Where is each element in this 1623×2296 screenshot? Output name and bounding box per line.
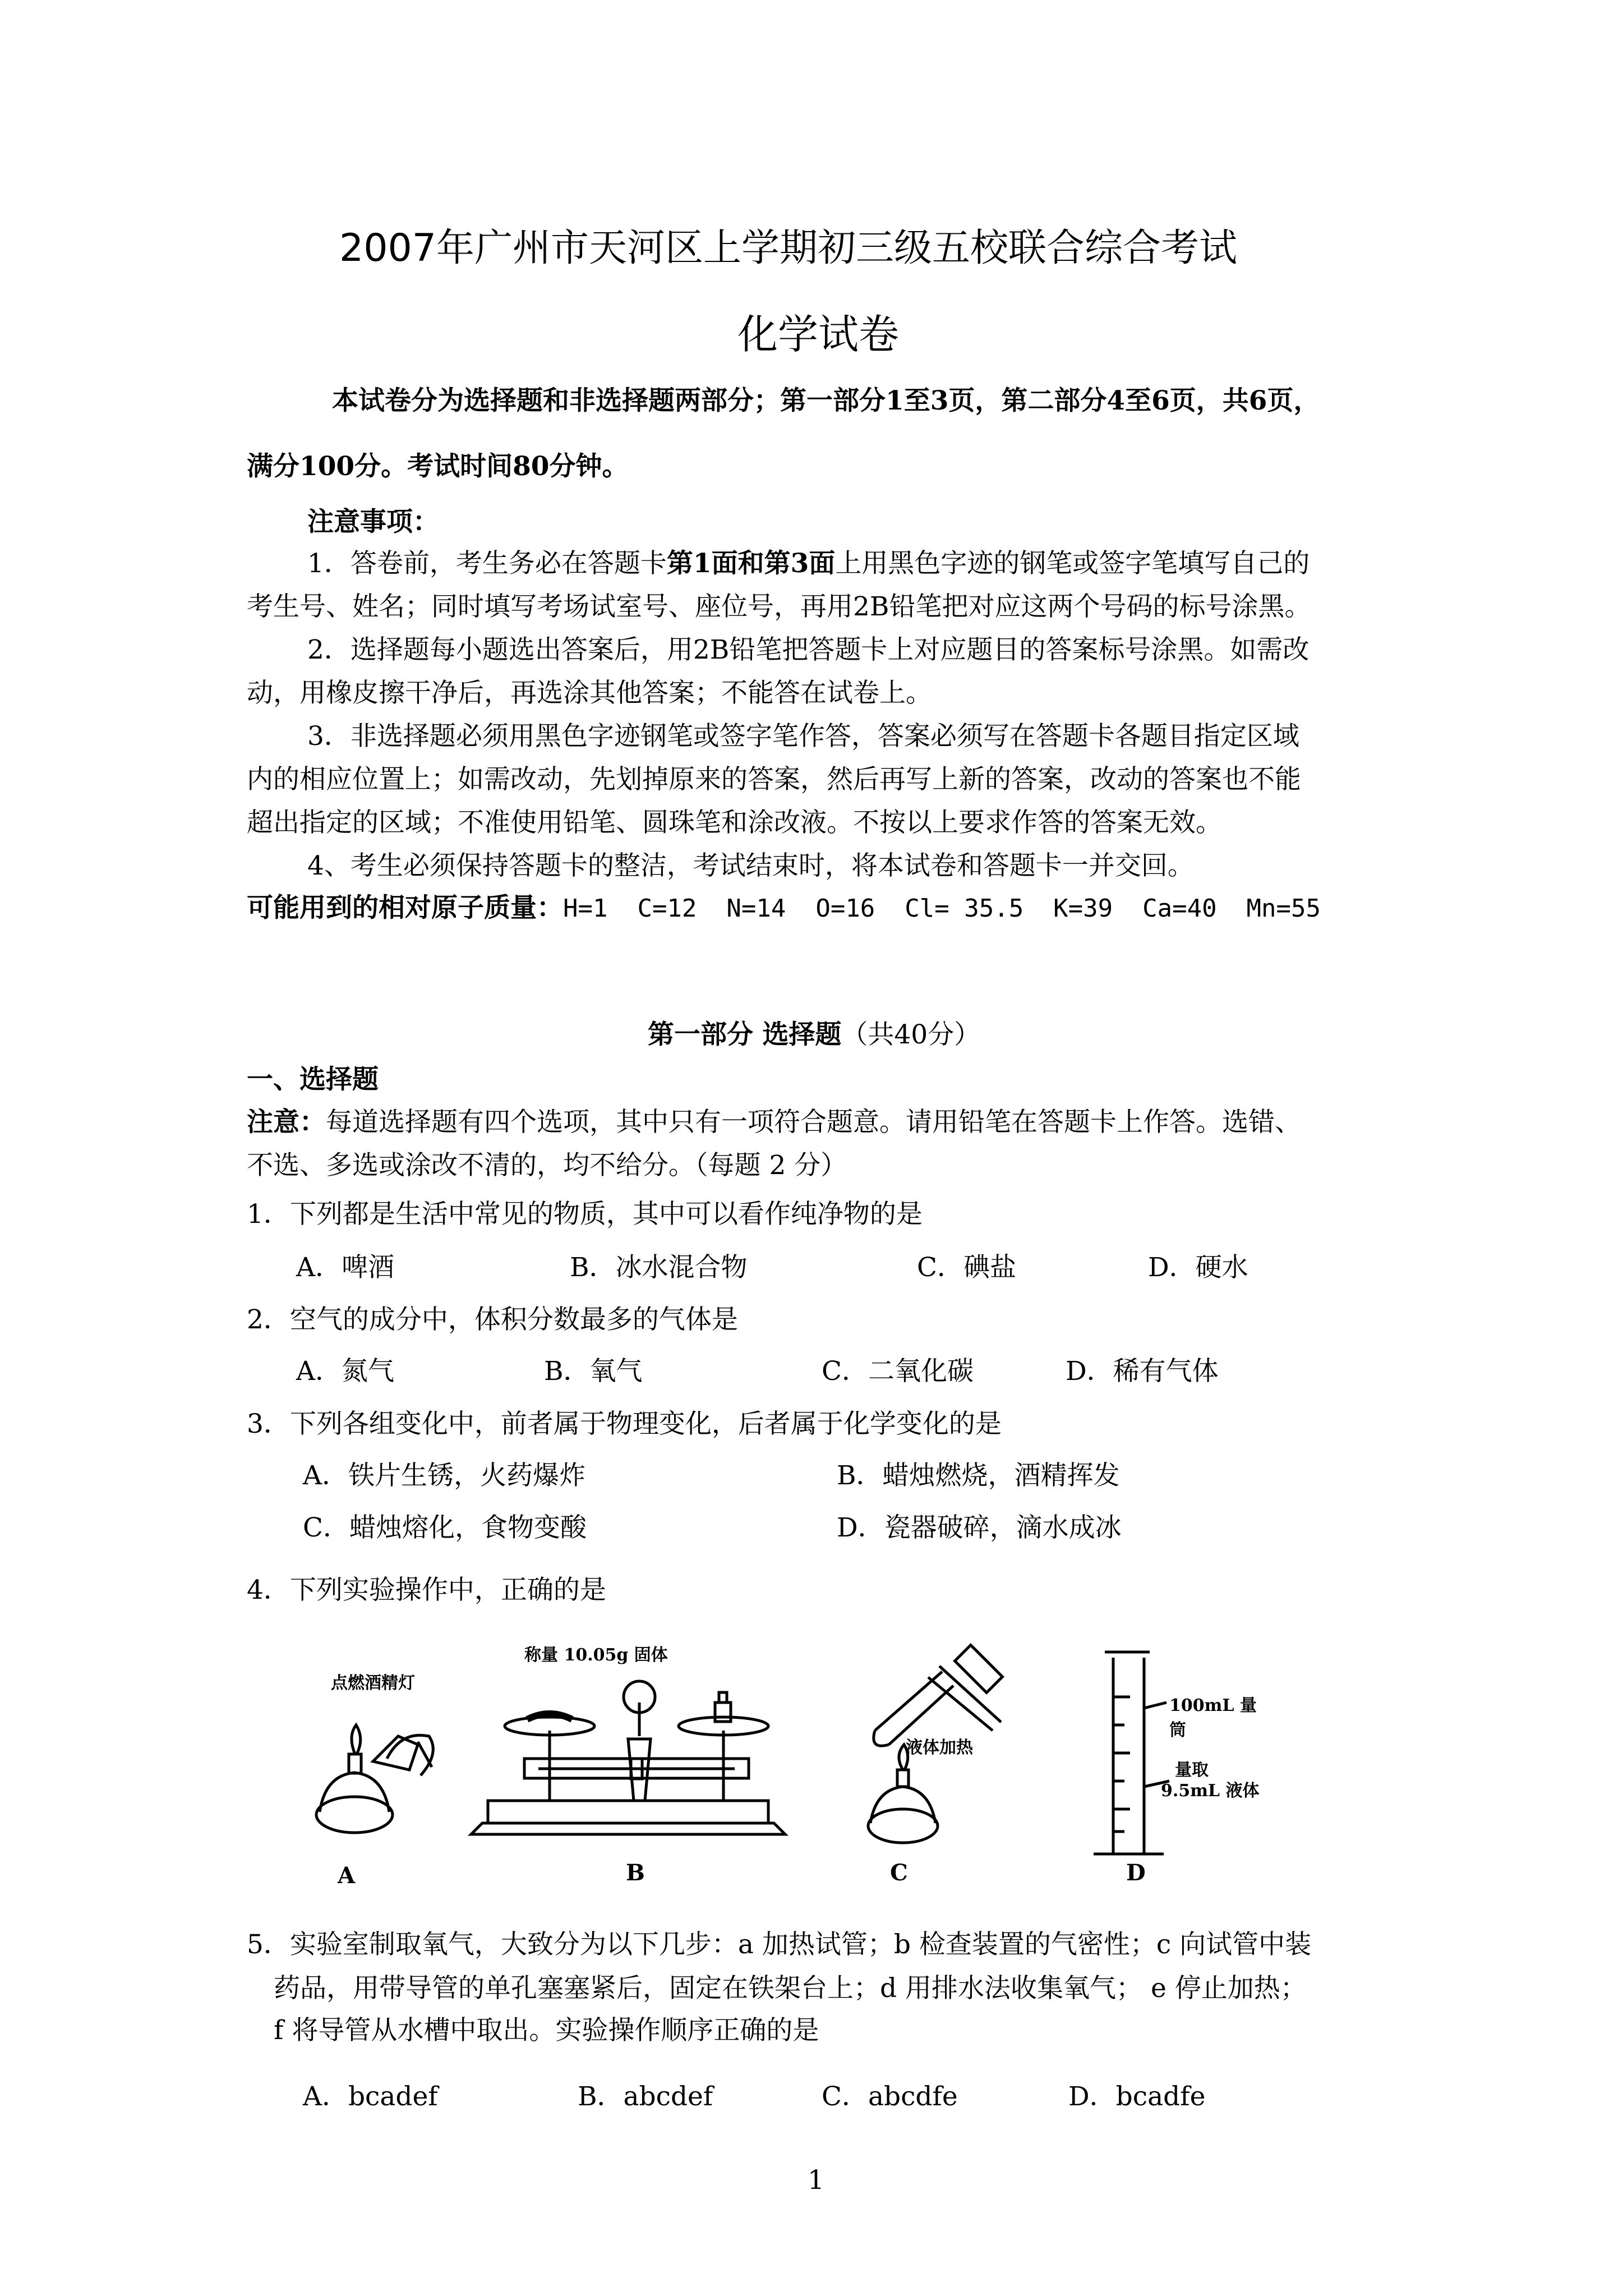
question-5-option-b: B．abcdef [578,2081,713,2112]
graduated-cylinder-icon [1094,1652,1169,1854]
question-3-option-b: B．蜡烛燃烧，酒精挥发 [837,1460,1120,1491]
lab-operations-drawing [303,1630,1267,1893]
notice-item-2-line-2: 动，用橡皮擦干净后，再选涂其他答案；不能答在试卷上。 [247,678,932,708]
figure-b-caption: 称量 10.05g 固体 [524,1645,668,1665]
part1-note-text: 每道选择题有四个选项，其中只有一项符合题意。请用铅笔在答题卡上作答。选错、 [326,1107,1301,1138]
notice-item-3-line-3: 超出指定的区域；不准使用铅笔、圆珠笔和涂改液。不按以上要求作答的答案无效。 [247,807,1222,838]
question-1-option-a: A．啤酒 [296,1252,394,1283]
question-1-option-c: C．碘盐 [917,1252,1016,1283]
intro-line-2: 满分100分。考试时间80分钟。 [247,451,629,482]
atomic-mass-line [247,889,1321,928]
part1-note-line-2: 不选、多选或涂改不清的，均不给分。（每题 2 分） [247,1150,847,1181]
exam-title: 2007年广州市天河区上学期初三级五校联合综合考试 [339,226,1238,270]
figure-label-c: C [890,1860,908,1886]
alcohol-lamp-icon [316,1725,433,1833]
question-2-option-d: D．稀有气体 [1066,1356,1219,1387]
lab-operations-figure [303,1630,1267,1893]
question-5-stem-line-1: 5．实验室制取氧气，大致分为以下几步：a 加热试管；b 检查装置的气密性；c 向试管中装 [247,1929,1312,1960]
figure-label-b: B [626,1860,645,1886]
figure-d-caption-2: 量取 [1175,1760,1209,1780]
figure-d-caption-1: 100mL 量筒 [1169,1696,1257,1740]
question-2-option-b: B．氧气 [544,1356,643,1387]
intro-line-1: 本试卷分为选择题和非选择题两部分；第一部分1至3页，第二部分4至6页，共6页， [332,385,1320,416]
figure-label-a: A [338,1862,356,1889]
question-5-option-a: A．bcadef [303,2081,438,2112]
question-5-stem-line-2: 药品，用带导管的单孔塞塞紧后，固定在铁架台上；d 用排水法收集氧气； e 停止加热； [274,1973,1307,2004]
figure-c-caption: 液体加热 [906,1738,973,1757]
question-2-stem: 2．空气的成分中，体积分数最多的气体是 [247,1304,738,1335]
question-2-option-c: C．二氧化碳 [822,1356,974,1387]
question-4-stem: 4．下列实验操作中，正确的是 [247,1575,606,1605]
question-3-stem: 3．下列各组变化中，前者属于物理变化，后者属于化学变化的是 [247,1409,1002,1439]
atomic-mass-label: 可能用到的相对原子质量： [247,892,563,923]
atomic-mass-values: H=1 C=12 N=14 O=16 Cl= 35.5 K=39 Ca=40 Mn=55 [563,894,1321,923]
figure-a-caption: 点燃酒精灯 [331,1673,415,1693]
part1-note-label: 注意： [247,1107,326,1138]
notice-item-3-line-2: 内的相应位置上；如需改动，先划掉原来的答案，然后再写上新的答案，改动的答案也不能 [247,764,1301,795]
question-3-option-a: A．铁片生锈，火药爆炸 [303,1460,585,1491]
notice-item-1-part-b: 第1面和第3面 [666,548,836,579]
figure-d-caption-3: 9.5mL 液体 [1161,1781,1260,1801]
question-3-option-c: C．蜡烛熔化，食物变酸 [303,1512,587,1543]
question-1-option-d: D．硬水 [1148,1252,1248,1283]
part1-note-line-1 [247,1103,1301,1142]
question-3-option-d: D．瓷器破碎，滴水成冰 [837,1512,1122,1543]
question-1-stem: 1．下列都是生活中常见的物质，其中可以看作纯净物的是 [247,1199,923,1230]
question-5-stem-line-3: f 将导管从水槽中取出。实验操作顺序正确的是 [274,2015,819,2046]
part1-title: 第一部分 选择题 [648,1019,842,1050]
notice-item-1-line-2: 考生号、姓名；同时填写考场试室号、座位号，再用2B铅笔把对应这两个号码的标号涂黑。 [247,591,1311,622]
notice-item-2-line-1: 2．选择题每小题选出答案后，用2B铅笔把答题卡上对应题目的答案标号涂黑。如需改 [307,634,1310,665]
notice-heading: 注意事项： [307,507,439,537]
balance-icon [471,1681,785,1834]
question-1-option-b: B．冰水混合物 [570,1252,748,1283]
part1-heading [648,1015,980,1055]
notice-item-4: 4、考生必须保持答题卡的整洁，考试结束时，将本试卷和答题卡一并交回。 [307,850,1194,881]
question-5-option-c: C．abcdfe [822,2081,958,2112]
notice-item-1-part-a: 1．答卷前，考生务必在答题卡 [307,548,667,579]
notice-item-3-line-1: 3．非选择题必须用黑色字迹钢笔或签字笔作答，答案必须写在答题卡各题目指定区域 [307,721,1299,752]
notice-item-1-line-1 [307,544,1310,583]
question-5-option-d: D．bcadfe [1068,2081,1206,2112]
page-number: 1 [808,2165,824,2196]
part1-score: （共40分） [841,1019,981,1050]
paper-subtitle: 化学试卷 [737,311,900,358]
notice-item-1-part-c: 上用黑色字迹的钢笔或签字笔填写自己的 [835,548,1310,579]
section-heading: 一、选择题 [247,1064,379,1095]
question-2-option-a: A．氮气 [296,1356,394,1387]
figure-label-d: D [1126,1860,1146,1886]
